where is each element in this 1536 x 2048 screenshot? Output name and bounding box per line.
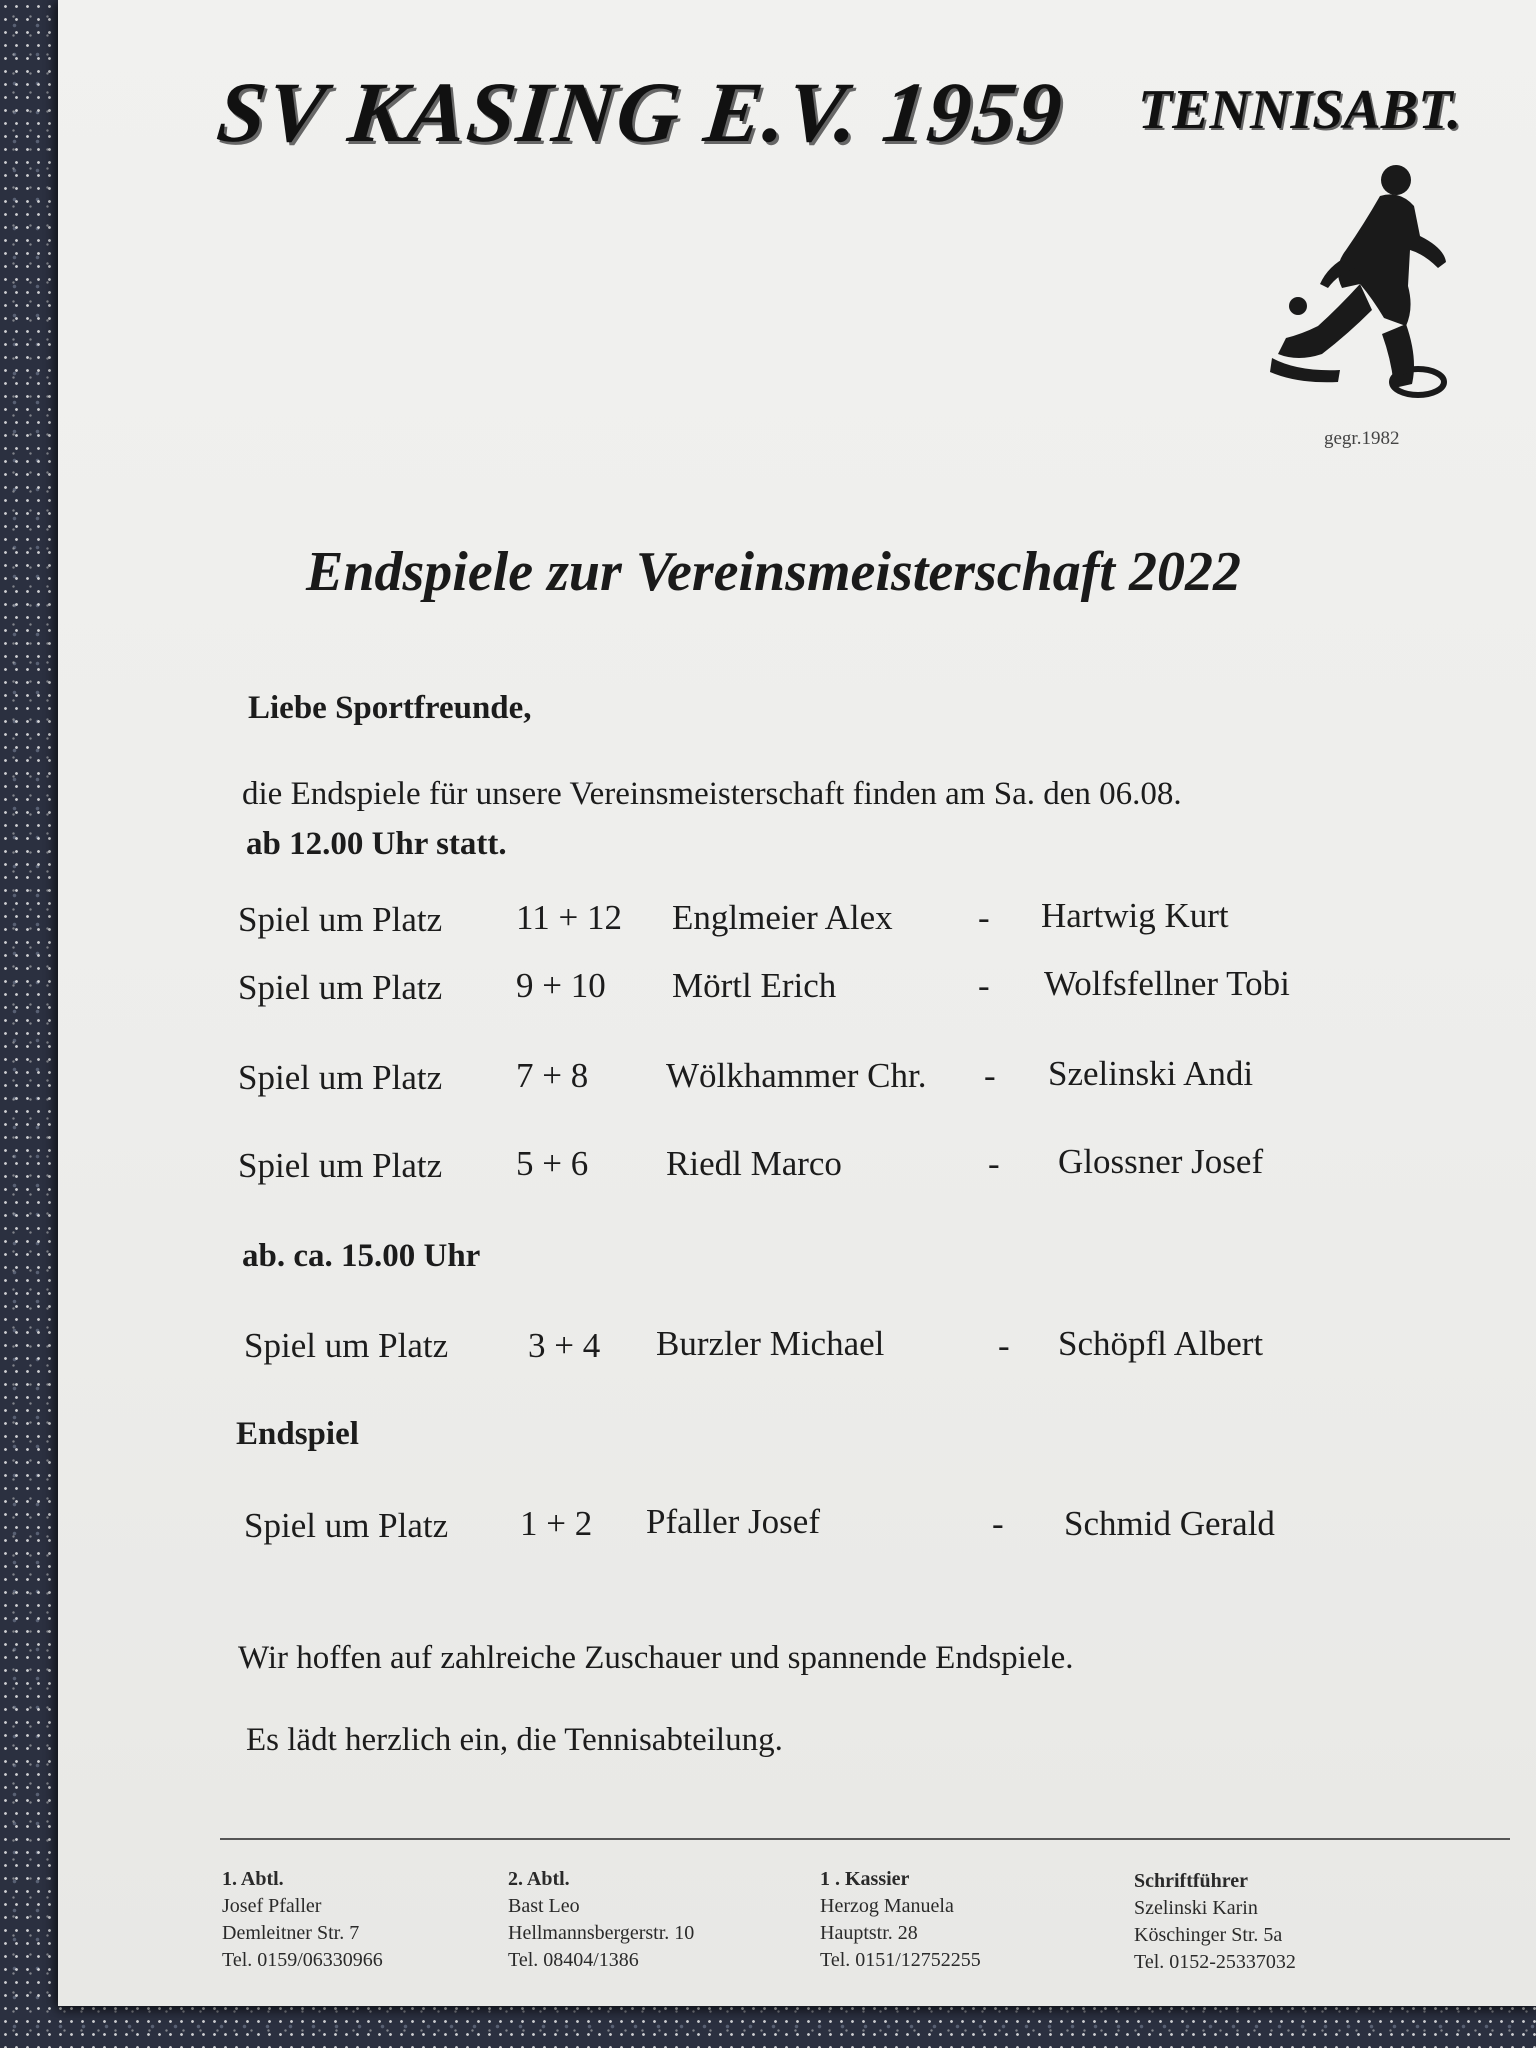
contact-phone: Tel. 0151/12752255 bbox=[820, 1949, 981, 1971]
department-name: TENNISABT. bbox=[1138, 79, 1462, 141]
page-title: Endspiele zur Vereinsmeisterschaft 2022 bbox=[306, 541, 1241, 603]
match-places: 11 + 12 bbox=[516, 898, 622, 937]
match-separator: - bbox=[992, 1504, 1004, 1543]
match-player-2: Schöpfl Albert bbox=[1058, 1324, 1264, 1363]
match-places: 7 + 8 bbox=[516, 1056, 589, 1095]
contact-name: Szelinski Karin bbox=[1134, 1897, 1258, 1919]
contact-phone: Tel. 0152-25337032 bbox=[1134, 1951, 1296, 1973]
intro-text: die Endspiele für unsere Vereinsmeisterschaft finden am Sa. den 06.08. bbox=[242, 776, 1182, 812]
contact-street: Demleitner Str. 7 bbox=[222, 1922, 360, 1944]
contact-phone: Tel. 08404/1386 bbox=[508, 1949, 639, 1971]
contact-role: 1 . Kassier bbox=[820, 1868, 910, 1890]
match-separator: - bbox=[998, 1326, 1010, 1365]
match-label: Spiel um Platz bbox=[238, 900, 443, 939]
contact-street: Hauptstr. 28 bbox=[820, 1922, 918, 1944]
footer-contact bbox=[222, 1866, 383, 1974]
match-player-1: Mörtl Erich bbox=[672, 966, 837, 1005]
contact-phone: Tel. 0159/06330966 bbox=[222, 1949, 383, 1971]
club-name: SV KASING E.V. 1959 bbox=[212, 64, 1069, 160]
section-final: Endspiel bbox=[236, 1416, 359, 1452]
match-separator: - bbox=[978, 898, 990, 937]
section-later: ab. ca. 15.00 Uhr bbox=[242, 1238, 481, 1274]
contact-role: 1. Abtl. bbox=[222, 1868, 284, 1890]
match-player-1: Wölkhammer Chr. bbox=[666, 1056, 927, 1095]
contact-name: Bast Leo bbox=[508, 1895, 580, 1917]
contact-name: Herzog Manuela bbox=[820, 1895, 954, 1917]
contact-role: 2. Abtl. bbox=[508, 1868, 570, 1890]
closing-text: Wir hoffen auf zahlreiche Zuschauer und spannende Endspiele. bbox=[238, 1640, 1074, 1676]
founded-note: gegr.1982 bbox=[1324, 428, 1400, 449]
footer-contact bbox=[1134, 1868, 1296, 1976]
match-label: Spiel um Platz bbox=[244, 1326, 449, 1365]
intro-time: ab 12.00 Uhr statt. bbox=[246, 826, 507, 862]
letter-sheet bbox=[58, 0, 1536, 2006]
match-separator: - bbox=[978, 966, 990, 1005]
match-label: Spiel um Platz bbox=[244, 1506, 449, 1545]
match-player-1: Pfaller Josef bbox=[646, 1502, 820, 1541]
match-player-2: Hartwig Kurt bbox=[1041, 896, 1229, 935]
contact-street: Köschinger Str. 5a bbox=[1134, 1924, 1283, 1946]
match-separator: - bbox=[984, 1056, 996, 1095]
greeting: Liebe Sportfreunde, bbox=[248, 690, 532, 726]
match-label: Spiel um Platz bbox=[238, 968, 443, 1007]
match-player-2: Szelinski Andi bbox=[1048, 1054, 1254, 1093]
contact-street: Hellmannsbergerstr. 10 bbox=[508, 1922, 695, 1944]
match-places: 3 + 4 bbox=[528, 1326, 601, 1365]
footer-contact bbox=[820, 1866, 981, 1974]
match-places: 5 + 6 bbox=[516, 1144, 589, 1183]
signoff-text: Es lädt herzlich ein, die Tennisabteilung. bbox=[246, 1722, 783, 1758]
tennis-player-icon bbox=[1268, 158, 1458, 398]
match-separator: - bbox=[988, 1144, 1000, 1183]
match-player-2: Schmid Gerald bbox=[1064, 1504, 1275, 1543]
footer-divider bbox=[220, 1838, 1510, 1840]
match-player-1: Burzler Michael bbox=[656, 1324, 885, 1363]
match-label: Spiel um Platz bbox=[238, 1146, 443, 1185]
match-player-2: Wolfsfellner Tobi bbox=[1044, 964, 1290, 1003]
match-player-2: Glossner Josef bbox=[1058, 1142, 1264, 1181]
footer-contact bbox=[508, 1866, 694, 1974]
match-places: 9 + 10 bbox=[516, 966, 606, 1005]
match-player-1: Englmeier Alex bbox=[672, 898, 893, 937]
match-label: Spiel um Platz bbox=[238, 1058, 443, 1097]
match-places: 1 + 2 bbox=[520, 1504, 593, 1543]
contact-name: Josef Pfaller bbox=[222, 1895, 322, 1917]
contact-role: Schriftführer bbox=[1134, 1870, 1249, 1892]
match-player-1: Riedl Marco bbox=[666, 1144, 842, 1183]
